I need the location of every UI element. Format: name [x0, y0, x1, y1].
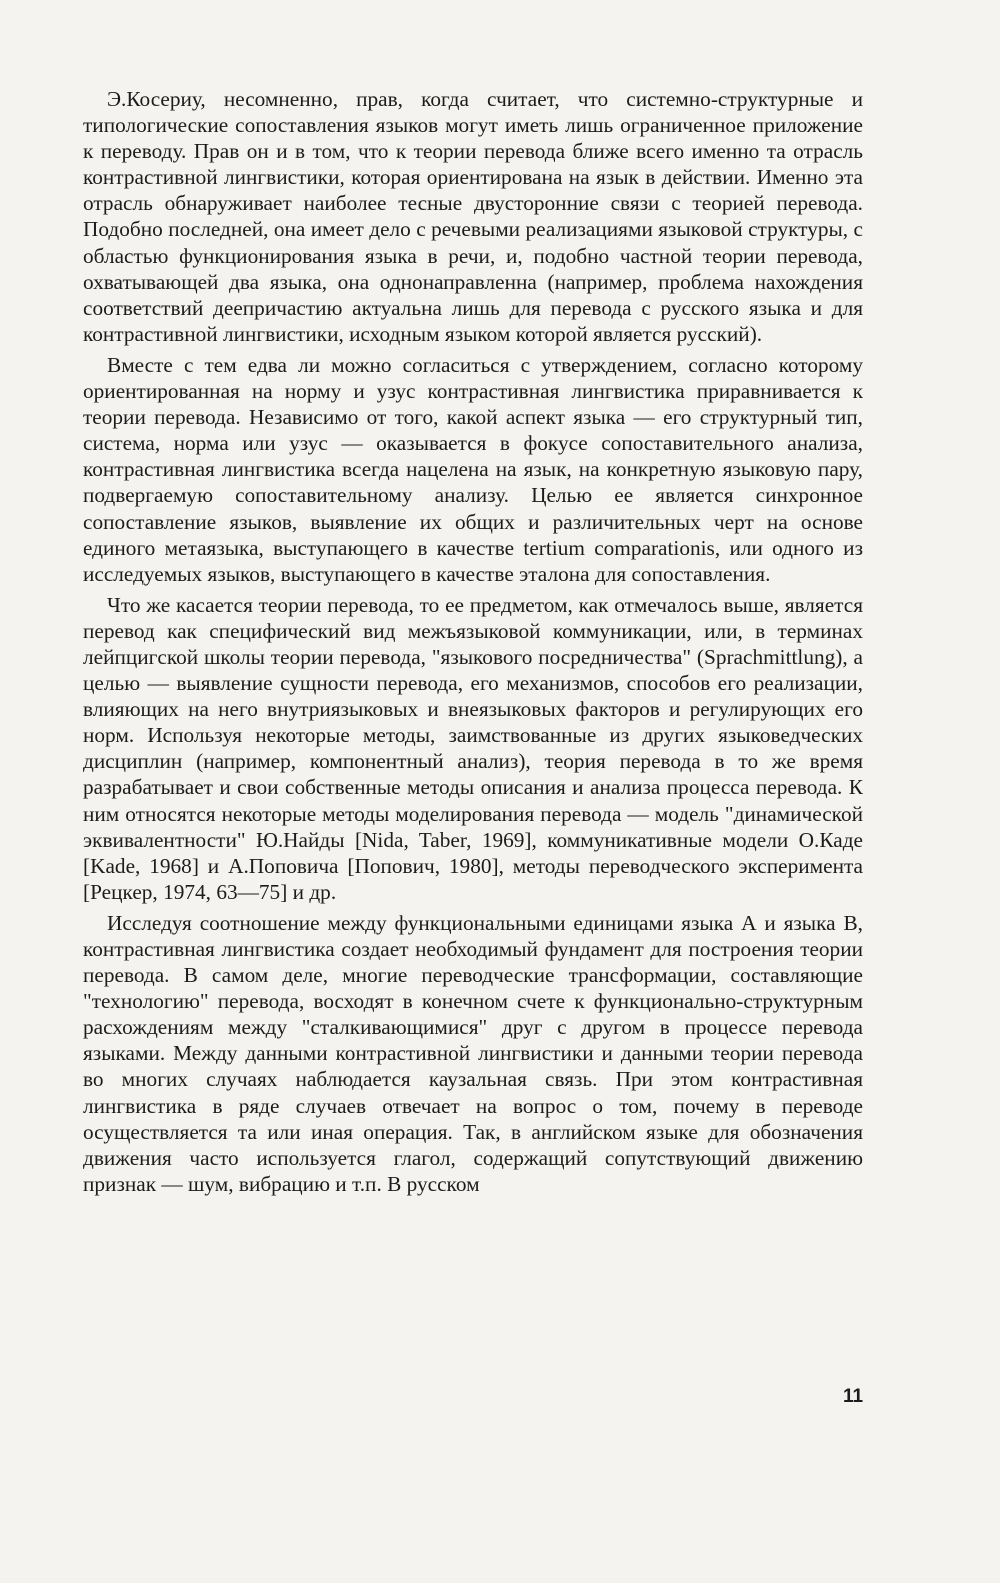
- paragraph-4: Исследуя соотношение между функциональными единицами языка А и языка В, контрастивная лингвистика создает необходимый фундамент для построения теории перевода. В самом деле, многие переводческие трансформации, составляющие "технологию" перевода, восходят в конечном счете к функционально-структурным расхождениям между "сталкивающимися" друг с другом в процессе перевода языками. Между данными контрастивной лингвистики и данными теории перевода во многих случаях наблюдается каузальная связь. При этом контрастивная лингвистика в ряде случаев отвечает на вопрос о том, почему в переводе осуществляется та или иная операция. Так, в английском языке для обозначения движения часто используется глагол, содержащий сопутствующий движению признак — шум, вибрацию и т.п. В русском: [83, 910, 863, 1196]
- paragraph-3: Что же касается теории перевода, то ее предметом, как отмечалось выше, является перевод как специфический вид межъязыковой коммуникации, или, в терминах лейпцигской школы теории перевода, "языкового посредничества" (Sprachmittlung), а целью — выявление сущности перевода, его механизмов, способов его реализации, влияющих на него внутриязыковых и внеязыковых факторов и регулирующих его норм. Используя некоторые методы, заимствованные из других языковедческих дисциплин (например, компонентный анализ), теория перевода в то же время разрабатывает и свои собственные методы описания и анализа процесса перевода. К ним относятся некоторые методы моделирования перевода — модель "динамической эквивалентности" Ю.Найды [Nida, Taber, 1969], коммуникативные модели О.Каде [Kade, 1968] и А.Поповича [Попович, 1980], методы переводческого эксперимента [Рецкер, 1974, 63—75] и др.: [83, 592, 863, 904]
- paragraph-2: Вместе с тем едва ли можно согласиться с утверждением, согласно которому ориентированная на норму и узус контрастивная лингвистика приравнивается к теории перевода. Независимо от того, какой аспект языка — его структурный тип, система, норма или узус — оказывается в фокусе сопоставительного анализа, контрастивная лингвистика всегда нацелена на язык, на конкретную языковую пару, подвергаемую сопоставительному анализу. Целью ее является синхронное сопоставление языков, выявление их общих и различительных черт на основе единого метаязыка, выступающего в качестве tertium comparationis, или одного из исследуемых языков, выступающего в качестве эталона для сопоставления.: [83, 352, 863, 586]
- paragraph-1: Э.Косериу, несомненно, прав, когда считает, что системно-структурные и типологические сопоставления языков могут иметь лишь ограниченное приложение к переводу. Прав он и в том, что к теории перевода ближе всего именно та отрасль контрастивной лингвистики, которая ориентирована на язык в действии. Именно эта отрасль обнаруживает наиболее тесные двусторонние связи с теорией перевода. Подобно последней, она имеет дело с речевыми реализациями языковой структуры, с областью функционирования языка в речи, и, подобно частной теории перевода, охватывающей два языка, она однонаправленна (например, проблема нахождения соответствий деепричастию актуальна лишь для перевода с русского языка и для контрастивной лингвистики, исходным языком которой является русский).: [83, 87, 863, 346]
- page-number: 11: [843, 1386, 864, 1407]
- body-text: [83, 86, 863, 1202]
